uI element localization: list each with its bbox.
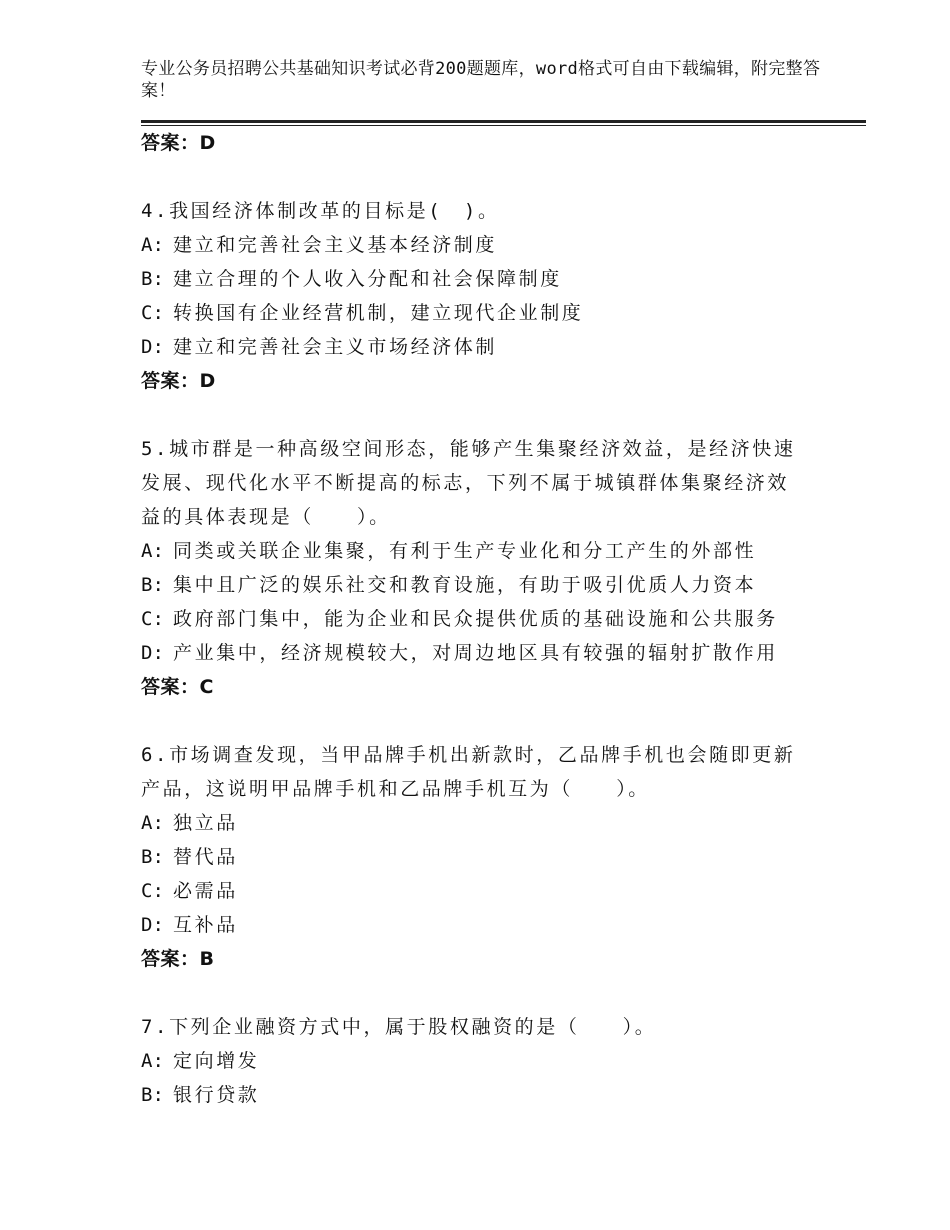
answer-line: 答案：B <box>141 948 215 970</box>
option-b <box>141 840 801 874</box>
option-key: B: <box>141 574 164 596</box>
header-rule-thick <box>141 120 866 123</box>
question-stem: 6.市场调查发现，当甲品牌手机出新款时，乙品牌手机也会随即更新产品，这说明甲品牌手机和乙品牌手机互为（ ）。 <box>141 744 796 800</box>
option-a <box>141 806 801 840</box>
option-key: D: <box>141 914 164 936</box>
question-stem: 5.城市群是一种高级空间形态，能够产生集聚经济效益，是经济快速发展、现代化水平不断提高的标志，下列不属于城镇群体集聚经济效益的具体表现是（ ）。 <box>141 438 796 528</box>
option-text: 转换国有企业经营机制，建立现代企业制度 <box>173 302 584 324</box>
option-b <box>141 568 801 602</box>
option-text: 互补品 <box>173 914 238 936</box>
option-key: B: <box>141 1084 164 1106</box>
option-b <box>141 262 801 296</box>
option-c <box>141 296 801 330</box>
option-key: C: <box>141 608 164 630</box>
answer-line: 答案：D <box>141 132 216 154</box>
option-key: C: <box>141 302 164 324</box>
option-key: D: <box>141 336 164 358</box>
option-text: 政府部门集中，能为企业和民众提供优质的基础设施和公共服务 <box>173 608 778 630</box>
option-text: 替代品 <box>173 846 238 868</box>
option-text: 建立和完善社会主义基本经济制度 <box>173 234 498 256</box>
option-a <box>141 534 801 568</box>
question-stem: 7.下列企业融资方式中，属于股权融资的是（ ）。 <box>141 1016 657 1038</box>
option-text: 建立合理的个人收入分配和社会保障制度 <box>173 268 562 290</box>
option-key: A: <box>141 540 164 562</box>
option-text: 银行贷款 <box>173 1084 260 1106</box>
question-block <box>141 738 801 976</box>
answer-line: 答案：C <box>141 676 214 698</box>
document-body <box>141 126 801 1112</box>
document-header: 专业公务员招聘公共基础知识考试必背200题题库，word格式可自由下载编辑，附完整答案！ <box>141 59 821 101</box>
question-block <box>141 194 801 398</box>
option-text: 必需品 <box>173 880 238 902</box>
question-stem: 4.我国经济体制改革的目标是( )。 <box>141 200 500 222</box>
option-key: A: <box>141 812 164 834</box>
option-c <box>141 874 801 908</box>
option-d <box>141 908 801 942</box>
option-key: B: <box>141 846 164 868</box>
option-text: 建立和完善社会主义市场经济体制 <box>173 336 498 358</box>
option-text: 独立品 <box>173 812 238 834</box>
option-a <box>141 228 801 262</box>
option-c <box>141 602 801 636</box>
question-block <box>141 1010 801 1112</box>
option-key: D: <box>141 642 164 664</box>
option-d <box>141 636 801 670</box>
option-text: 定向增发 <box>173 1050 260 1072</box>
option-key: A: <box>141 1050 164 1072</box>
option-key: C: <box>141 880 164 902</box>
option-text: 产业集中，经济规模较大，对周边地区具有较强的辐射扩散作用 <box>173 642 778 664</box>
option-key: B: <box>141 268 164 290</box>
option-d <box>141 330 801 364</box>
option-key: A: <box>141 234 164 256</box>
option-text: 集中且广泛的娱乐社交和教育设施，有助于吸引优质人力资本 <box>173 574 757 596</box>
option-a <box>141 1044 801 1078</box>
option-text: 同类或关联企业集聚，有利于生产专业化和分工产生的外部性 <box>173 540 757 562</box>
option-b <box>141 1078 801 1112</box>
question-block <box>141 432 801 704</box>
answer-line: 答案：D <box>141 370 216 392</box>
